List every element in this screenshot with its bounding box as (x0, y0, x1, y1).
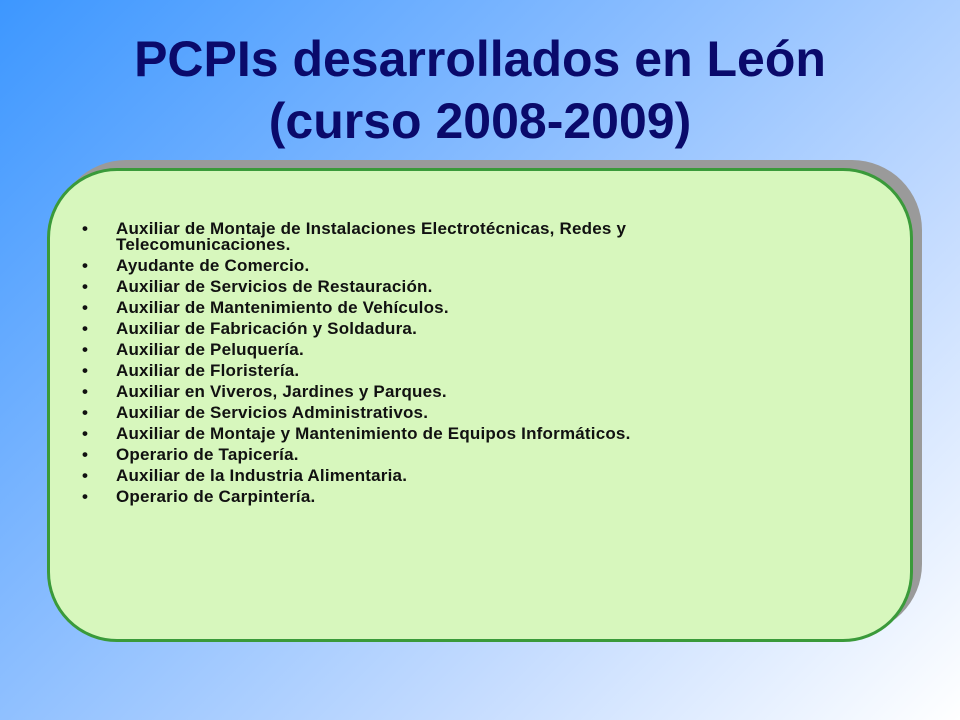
bullet-text: Auxiliar de la Industria Alimentaria. (116, 466, 408, 485)
bullet-dot-icon: • (82, 361, 89, 380)
bullet-dot-icon: • (82, 256, 89, 275)
bullet-text: Auxiliar de Montaje de Instalaciones Electrotécnicas, Redes y Telecomunicaciones. (116, 219, 627, 254)
bullet-dot-icon: • (82, 219, 89, 238)
title-line-2: (curso 2008-2009) (268, 93, 692, 149)
bullet-dot-icon: • (82, 403, 89, 422)
bullet-dot-icon: • (82, 298, 89, 317)
bullet-text: Auxiliar de Servicios Administrativos. (116, 403, 429, 422)
bullet-dot-icon: • (82, 424, 89, 443)
bullet-dot-icon: • (82, 445, 89, 464)
bullet-dot-icon: • (82, 319, 89, 338)
bullet-dot-icon: • (82, 340, 89, 359)
content-panel (47, 168, 913, 642)
bullet-item (82, 258, 782, 274)
bullet-item (82, 221, 782, 253)
bullet-item (82, 405, 782, 421)
bullet-text: Auxiliar de Floristería. (116, 361, 300, 380)
bullet-dot-icon: • (82, 466, 89, 485)
bullet-text: Auxiliar de Peluquería. (116, 340, 304, 359)
bullet-text: Auxiliar de Fabricación y Soldadura. (116, 319, 418, 338)
slide-title (0, 28, 960, 152)
bullet-item (82, 489, 782, 505)
bullet-item (82, 426, 782, 442)
bullet-item (82, 342, 782, 358)
bullet-item (82, 447, 782, 463)
bullet-dot-icon: • (82, 277, 89, 296)
title-line-1: PCPIs desarrollados en León (134, 31, 826, 87)
bullet-text: Operario de Carpintería. (116, 487, 316, 506)
bullet-text: Ayudante de Comercio. (116, 256, 310, 275)
bullet-text: Operario de Tapicería. (116, 445, 299, 464)
bullet-item (82, 384, 782, 400)
bullet-text: Auxiliar de Mantenimiento de Vehículos. (116, 298, 449, 317)
bullet-item (82, 468, 782, 484)
bullet-dot-icon: • (82, 487, 89, 506)
bullet-text: Auxiliar de Montaje y Mantenimiento de Equipos Informáticos. (116, 424, 631, 443)
bullet-item (82, 363, 782, 379)
bullet-text: Auxiliar en Viveros, Jardines y Parques. (116, 382, 447, 401)
bullet-list (82, 221, 782, 510)
bullet-text: Auxiliar de Servicios de Restauración. (116, 277, 433, 296)
bullet-item (82, 321, 782, 337)
bullet-item (82, 279, 782, 295)
bullet-item (82, 300, 782, 316)
bullet-dot-icon: • (82, 382, 89, 401)
